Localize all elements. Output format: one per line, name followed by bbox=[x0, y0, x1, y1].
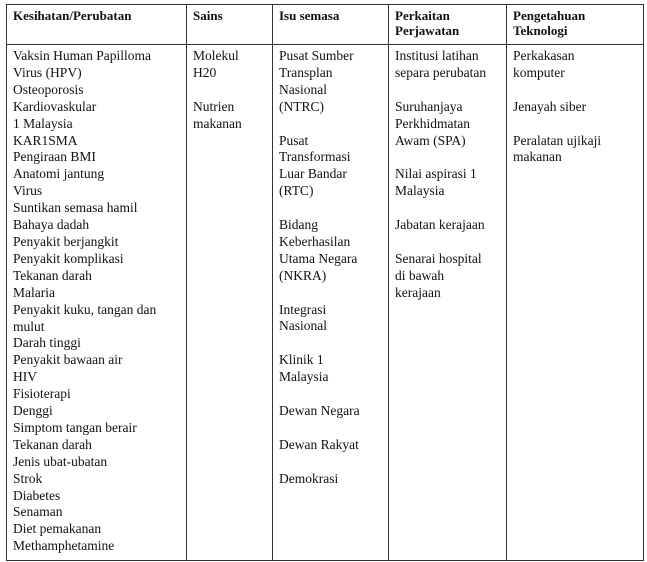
list-item-line: Utama Negara bbox=[279, 250, 358, 266]
list-item-line: Dewan Rakyat bbox=[279, 436, 359, 452]
list-item-line: Jenayah siber bbox=[513, 98, 587, 114]
list-item bbox=[279, 217, 382, 285]
list-item bbox=[279, 437, 382, 454]
list-item-line: Institusi latihan bbox=[395, 48, 479, 63]
list-item-line: Transplan bbox=[279, 64, 333, 80]
list-item bbox=[13, 504, 180, 521]
list-item bbox=[13, 521, 180, 538]
list-item bbox=[13, 48, 180, 82]
list-item-line: Malaysia bbox=[279, 369, 329, 385]
list-item-line: (NTRC) bbox=[279, 98, 324, 114]
list-item bbox=[13, 116, 180, 133]
header-isu-semasa: Isu semasa bbox=[273, 5, 389, 45]
list-item-line: Kardiovaskular bbox=[13, 98, 97, 114]
list-item-line: Transformasi bbox=[279, 149, 351, 165]
list-item bbox=[13, 454, 180, 471]
list-item-line: KAR1SMA bbox=[13, 132, 78, 148]
list-item-line: kerajaan bbox=[395, 284, 441, 300]
list-item-line: (NKRA) bbox=[279, 267, 327, 283]
list-item-line: Jenis ubat-ubatan bbox=[13, 453, 108, 469]
header-perkaitan-perjawatan: Perkaitan Perjawatan bbox=[389, 5, 507, 45]
item-spacer bbox=[279, 420, 382, 437]
list-item-line: Klinik 1 bbox=[279, 352, 324, 368]
item-spacer bbox=[279, 200, 382, 217]
list-item-line: H20 bbox=[193, 64, 217, 80]
list-item-line: Bahaya dadah bbox=[13, 217, 90, 233]
list-item bbox=[13, 217, 180, 234]
list-item-line: Jabatan kerajaan bbox=[395, 217, 485, 233]
list-item bbox=[395, 217, 500, 234]
list-item bbox=[13, 251, 180, 268]
list-item-line: Senarai hospital bbox=[395, 250, 482, 266]
list-item bbox=[13, 99, 180, 116]
column-kesihatan-perubatan bbox=[7, 45, 187, 561]
list-item bbox=[279, 403, 382, 420]
list-item bbox=[13, 82, 180, 99]
list-item bbox=[13, 149, 180, 166]
header-pengetahuan-teknologi: Pengetahuan Teknologi bbox=[507, 5, 644, 45]
list-item-line: Penyakit berjangkit bbox=[13, 233, 119, 249]
list-item-line: Fisioterapi bbox=[13, 386, 71, 402]
item-spacer bbox=[279, 454, 382, 471]
list-item-line: Pusat bbox=[279, 132, 309, 148]
item-spacer bbox=[193, 82, 266, 99]
list-item-line: makanan bbox=[513, 149, 562, 165]
list-item bbox=[13, 183, 180, 200]
list-item-line: Strok bbox=[13, 470, 43, 486]
list-item bbox=[279, 302, 382, 336]
list-item-line: Malaria bbox=[13, 284, 55, 300]
list-item bbox=[279, 471, 382, 488]
list-item bbox=[193, 99, 266, 133]
column-isu-semasa bbox=[273, 45, 389, 561]
list-item bbox=[395, 99, 500, 150]
list-item-line: Malaysia bbox=[395, 183, 445, 199]
item-spacer bbox=[395, 234, 500, 251]
list-item-line: Peralatan ujikaji bbox=[513, 132, 602, 148]
list-item-line: Penyakit komplikasi bbox=[13, 250, 124, 266]
item-spacer bbox=[513, 116, 637, 133]
list-item bbox=[395, 166, 500, 200]
list-item-line: Tekanan darah bbox=[13, 267, 92, 283]
list-item bbox=[13, 538, 180, 555]
item-spacer bbox=[395, 200, 500, 217]
list-item-line: Integrasi bbox=[279, 301, 327, 317]
list-item-line: Anatomi jantung bbox=[13, 166, 105, 182]
list-item-line: mulut bbox=[13, 318, 45, 334]
list-item-line: Molekul bbox=[193, 48, 239, 63]
list-item bbox=[13, 437, 180, 454]
list-item-line: Demokrasi bbox=[279, 470, 339, 486]
list-item-line: Diet pemakanan bbox=[13, 521, 102, 537]
list-item-line: Virus bbox=[13, 183, 43, 199]
list-item bbox=[395, 251, 500, 302]
list-item-line: Perkakasan bbox=[513, 48, 575, 63]
list-item bbox=[13, 133, 180, 150]
list-item-line: Keberhasilan bbox=[279, 233, 351, 249]
list-item-line: Osteoporosis bbox=[13, 81, 84, 97]
list-item bbox=[13, 352, 180, 369]
list-item-line: Pusat Sumber bbox=[279, 48, 354, 63]
header-row bbox=[7, 5, 644, 45]
list-item-line: Penyakit bawaan air bbox=[13, 352, 123, 368]
list-item-line: Virus (HPV) bbox=[13, 64, 82, 80]
list-item bbox=[279, 133, 382, 201]
list-item-line: HIV bbox=[13, 369, 37, 385]
list-item bbox=[513, 99, 637, 116]
list-item-line: 1 Malaysia bbox=[13, 115, 73, 131]
list-item-line: Perkhidmatan bbox=[395, 115, 470, 131]
list-item-line: Dewan Negara bbox=[279, 402, 360, 418]
list-item-line: Pengiraan BMI bbox=[13, 149, 96, 165]
content-row bbox=[7, 45, 644, 561]
list-item bbox=[513, 133, 637, 167]
list-item bbox=[13, 471, 180, 488]
list-item-line: Senaman bbox=[13, 504, 63, 520]
list-item-line: Suruhanjaya bbox=[395, 98, 463, 114]
list-item bbox=[13, 403, 180, 420]
list-item-line: separa perubatan bbox=[395, 64, 487, 80]
list-item-line: makanan bbox=[193, 115, 242, 131]
list-item bbox=[395, 48, 500, 82]
list-item bbox=[13, 285, 180, 302]
column-pengetahuan-teknologi bbox=[507, 45, 644, 561]
list-item bbox=[193, 48, 266, 82]
item-spacer bbox=[395, 149, 500, 166]
list-item-line: Nasional bbox=[279, 318, 327, 334]
header-sains: Sains bbox=[187, 5, 273, 45]
list-item-line: Vaksin Human Papilloma bbox=[13, 48, 151, 63]
list-item-line: (RTC) bbox=[279, 183, 314, 199]
list-item bbox=[13, 200, 180, 217]
column-sains bbox=[187, 45, 273, 561]
list-item bbox=[13, 302, 180, 336]
topics-table bbox=[6, 4, 644, 561]
list-item-line: Nutrien bbox=[193, 98, 235, 114]
list-item bbox=[13, 369, 180, 386]
list-item bbox=[13, 166, 180, 183]
item-spacer bbox=[279, 285, 382, 302]
list-item bbox=[279, 48, 382, 116]
list-item-line: Luar Bandar bbox=[279, 166, 347, 182]
list-item-line: di bawah bbox=[395, 267, 445, 283]
list-item-line: Denggi bbox=[13, 403, 53, 419]
list-item-line: Awam (SPA) bbox=[395, 132, 466, 148]
column-perkaitan-perjawatan bbox=[389, 45, 507, 561]
item-spacer bbox=[279, 386, 382, 403]
list-item bbox=[13, 488, 180, 505]
header-kesihatan-perubatan: Kesihatan/Perubatan bbox=[7, 5, 187, 45]
list-item-line: Bidang bbox=[279, 217, 318, 233]
list-item-line: komputer bbox=[513, 64, 565, 80]
list-item bbox=[13, 386, 180, 403]
item-spacer bbox=[513, 82, 637, 99]
list-item-line: Methamphetamine bbox=[13, 538, 115, 554]
list-item-line: Nasional bbox=[279, 81, 327, 97]
list-item-line: Darah tinggi bbox=[13, 335, 81, 351]
list-item-line: Penyakit kuku, tangan dan bbox=[13, 301, 157, 317]
list-item-line: Suntikan semasa hamil bbox=[13, 200, 138, 216]
list-item bbox=[13, 335, 180, 352]
item-spacer bbox=[279, 116, 382, 133]
list-item-line: Nilai aspirasi 1 bbox=[395, 166, 477, 182]
list-item-line: Simptom tangan berair bbox=[13, 419, 137, 435]
list-item bbox=[513, 48, 637, 82]
item-spacer bbox=[279, 335, 382, 352]
list-item bbox=[279, 352, 382, 386]
list-item-line: Diabetes bbox=[13, 487, 61, 503]
item-spacer bbox=[395, 82, 500, 99]
list-item-line: Tekanan darah bbox=[13, 436, 92, 452]
list-item bbox=[13, 420, 180, 437]
list-item bbox=[13, 268, 180, 285]
list-item bbox=[13, 234, 180, 251]
